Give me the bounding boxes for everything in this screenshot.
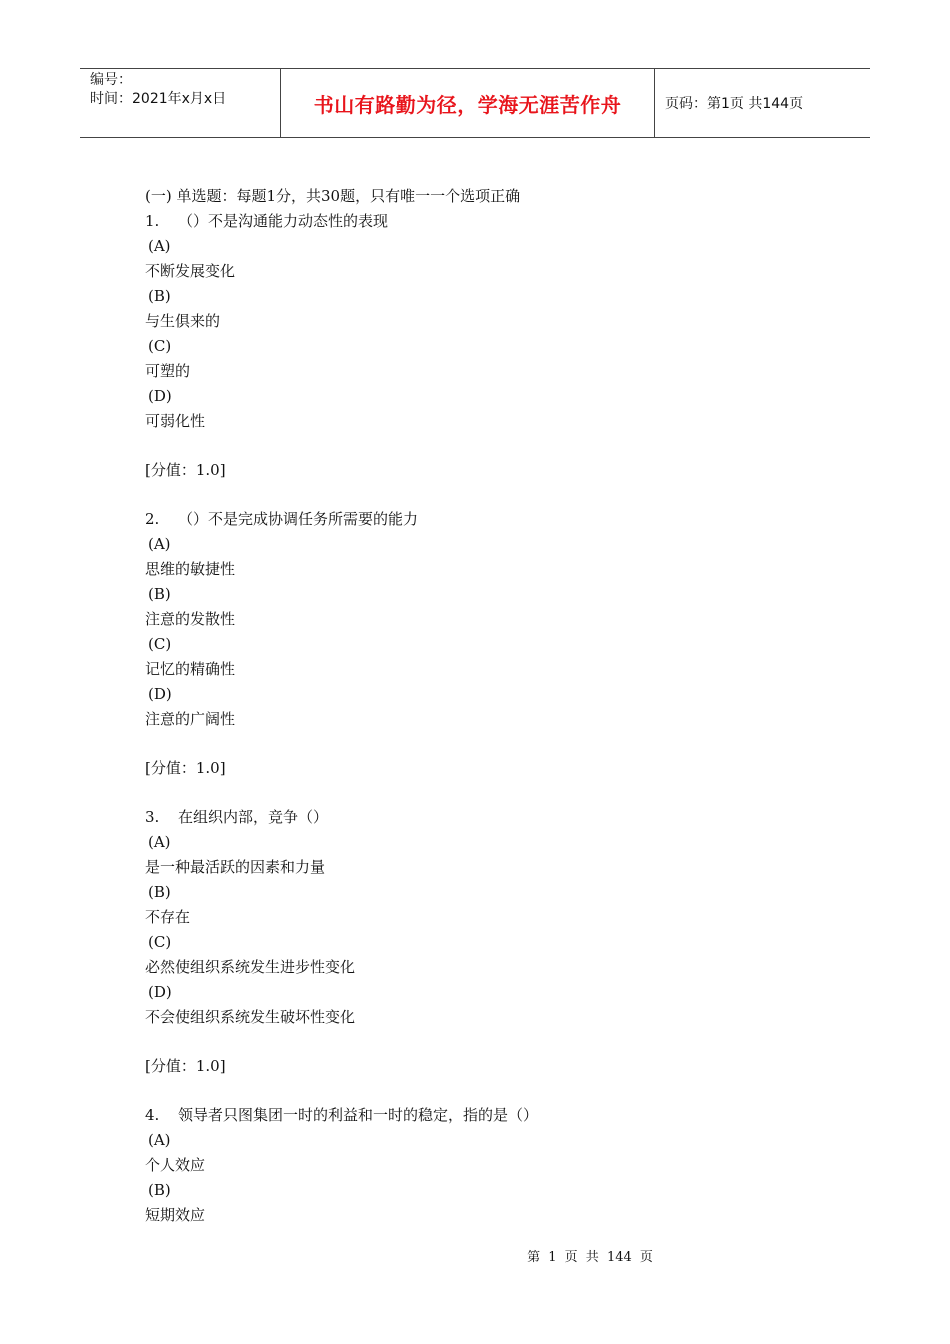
- option-text: 是一种最活跃的因素和力量: [145, 858, 326, 876]
- question-stem: [145, 209, 845, 234]
- option-text: 可弱化性: [145, 412, 206, 430]
- footer-page-number: 1: [548, 1250, 557, 1265]
- question-score: [分值：1.0]: [145, 1057, 226, 1075]
- spacer: [145, 781, 845, 805]
- header-page-info: 页码：第1页 共144页: [665, 96, 804, 112]
- question-text: 领导者只图集团一时的利益和一时的稳定，指的是（）: [178, 1106, 539, 1124]
- question-number: 1.: [145, 212, 160, 230]
- option-text: 短期效应: [145, 1206, 206, 1224]
- serial-label: 编号：: [90, 72, 132, 88]
- option-key: (C): [148, 635, 172, 653]
- option-text: 可塑的: [145, 362, 191, 380]
- footer-total-pages: 144: [606, 1250, 632, 1265]
- question: [145, 805, 845, 1103]
- option-key: (D): [148, 983, 172, 1001]
- question-stem: [145, 507, 845, 532]
- option-key: (A): [148, 1131, 171, 1149]
- question-number: 4.: [145, 1106, 160, 1124]
- option-text: 思维的敏捷性: [145, 560, 236, 578]
- footer-total-label: 共: [585, 1250, 599, 1265]
- option-text: 记忆的精确性: [145, 660, 236, 678]
- question-number: 3.: [145, 808, 160, 826]
- option-key: (A): [148, 535, 171, 553]
- footer-page-unit: 页: [564, 1250, 578, 1265]
- question-number: 2.: [145, 510, 160, 528]
- question-score: [分值：1.0]: [145, 461, 226, 479]
- option-key: (A): [148, 833, 171, 851]
- option-key: (B): [148, 287, 171, 305]
- spacer: [145, 483, 845, 507]
- option-text: 注意的广阔性: [145, 710, 236, 728]
- question: [145, 507, 845, 805]
- option-text: 不存在: [145, 908, 191, 926]
- option-key: (B): [148, 883, 171, 901]
- option-text: 不断发展变化: [145, 262, 236, 280]
- option-text: 必然使组织系统发生进步性变化: [145, 958, 356, 976]
- header-meta: [80, 69, 281, 137]
- question: [145, 1103, 845, 1228]
- question-stem: [145, 805, 845, 830]
- time-label: 时间：2021年x月x日: [90, 91, 227, 107]
- option-key: (C): [148, 933, 172, 951]
- spacer: [145, 434, 845, 458]
- section-title: (一) 单选题：每题1分，共30题，只有唯一一个选项正确: [145, 187, 521, 205]
- document-body: [145, 184, 845, 1228]
- question-stem: [145, 1103, 845, 1128]
- footer-suffix: 页: [639, 1250, 653, 1265]
- question-text: 在组织内部，竞争（）: [178, 808, 329, 826]
- spacer: [145, 1030, 845, 1054]
- option-key: (D): [148, 685, 172, 703]
- question-score: [分值：1.0]: [145, 759, 226, 777]
- page-header: [80, 68, 870, 138]
- page-footer: [0, 1246, 950, 1265]
- option-key: (C): [148, 337, 172, 355]
- option-text: 不会使组织系统发生破坏性变化: [145, 1008, 356, 1026]
- spacer: [145, 732, 845, 756]
- question-text: （）不是完成协调任务所需要的能力: [178, 510, 419, 528]
- spacer: [145, 1079, 845, 1103]
- option-text: 注意的发散性: [145, 610, 236, 628]
- footer-prefix: 第: [527, 1250, 541, 1265]
- option-text: 与生俱来的: [145, 312, 221, 330]
- option-key: (B): [148, 585, 171, 603]
- header-motto: 书山有路勤为径，学海无涯苦作舟: [281, 69, 655, 137]
- option-key: (B): [148, 1181, 171, 1199]
- option-key: (D): [148, 387, 172, 405]
- option-key: (A): [148, 237, 171, 255]
- question: [145, 209, 845, 507]
- option-text: 个人效应: [145, 1156, 206, 1174]
- question-text: （）不是沟通能力动态性的表现: [178, 212, 389, 230]
